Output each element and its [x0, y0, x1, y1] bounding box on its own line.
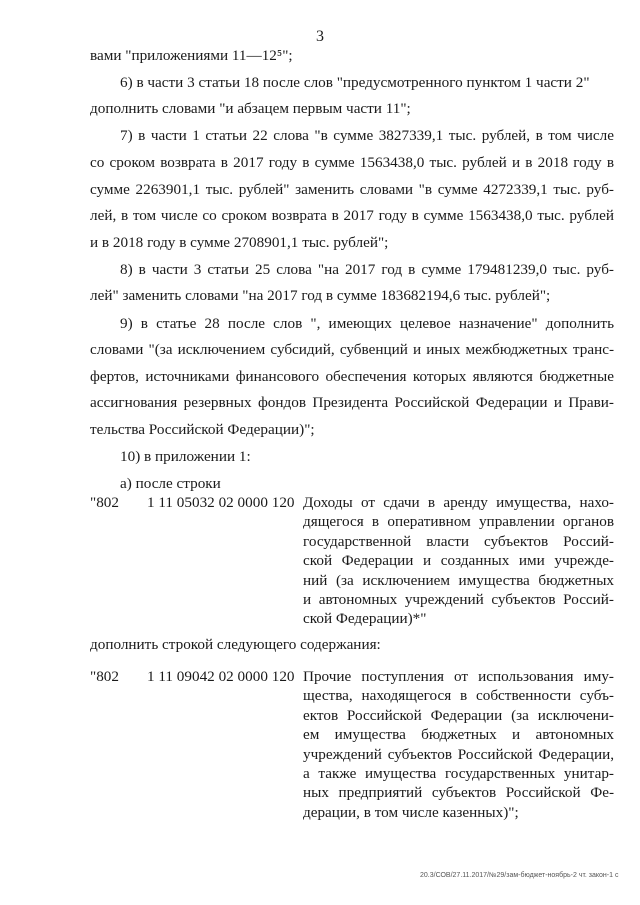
text-line: фертов, источниками финансового обеспечения которых являются бюджетные: [90, 368, 614, 385]
description-line: государственной власти субъектов Россий-: [303, 532, 614, 550]
income-description: [303, 667, 614, 822]
description-line: ний (за исключением имущества бюджетных: [303, 571, 614, 589]
description-line: ем имущества бюджетных и автономных: [303, 726, 614, 744]
admin-code: "802: [90, 668, 119, 685]
text-line: словами "(за исключением субсидий, субвенций и иных межбюджетных транс-: [90, 341, 614, 358]
description-line: ской Федерации)*": [303, 610, 427, 628]
description-line: и автономных учреждений субъектов Россий-: [303, 591, 614, 609]
document-footer: 20.3/СОВ/27.11.2017/№29/зам-бюджет-ноябрь-2 чт. закон-1 с: [420, 872, 619, 879]
text-line: 7) в части 1 статьи 22 слова "в сумме 3827339,1 тыс. рублей, в том числе: [120, 127, 614, 144]
text-line: сумме 2263901,1 тыс. рублей" заменить словами "в сумме 4272339,1 тыс. руб-: [90, 181, 614, 198]
text-line: 8) в части 3 статьи 25 слова "на 2017 год в сумме 179481239,0 тыс. руб-: [120, 261, 614, 278]
text-line: лей" заменить словами "на 2017 год в сумме 183682194,6 тыс. рублей";: [90, 287, 551, 304]
description-line: ектов Российской Федерации (за исключени-: [303, 706, 614, 724]
description-line: дерации, в том числе казенных)";: [303, 803, 519, 821]
text-line: тельства Российской Федерации)";: [90, 421, 315, 438]
page-number: 3: [316, 28, 324, 45]
admin-code: "802: [90, 494, 119, 511]
description-line: ской Федерации и созданных ими учрежде-: [303, 552, 614, 570]
text-line: вами "приложениями 11—12⁵";: [90, 47, 293, 64]
kbk-code: 1 11 09042 02 0000 120: [147, 668, 295, 685]
text-line: а) после строки: [120, 475, 221, 492]
description-line: ных предприятий субъектов Российской Фе-: [303, 784, 614, 802]
description-line: дящегося в оперативном управлении органов: [303, 513, 614, 531]
text-line: дополнить словами "и абзацем первым части 11";: [90, 100, 411, 117]
text-line: 6) в части 3 статьи 18 после слов "предусмотренного пунктом 1 части 2": [120, 74, 590, 91]
text-line: лей, в том числе со сроком возврата в 2017 году в сумме 1563438,0 тыс. рублей: [90, 207, 614, 224]
description-line: а также имущества государственных унитар-: [303, 765, 614, 783]
description-line: Доходы от сдачи в аренду имущества, нахо-: [303, 494, 614, 511]
text-line: 10) в приложении 1:: [120, 448, 251, 465]
kbk-code: 1 11 05032 02 0000 120: [147, 494, 295, 511]
text-line: со сроком возврата в 2017 году в сумме 1563438,0 тыс. рублей и в 2018 году в: [90, 154, 614, 171]
text-line: дополнить строкой следующего содержания:: [90, 636, 381, 653]
text-line: и в 2018 году в сумме 2708901,1 тыс. рублей";: [90, 234, 389, 251]
description-line: учреждений субъектов Российской Федерации,: [303, 745, 614, 763]
text-line: 9) в статье 28 после слов ", имеющих целевое назначение" дополнить: [120, 315, 614, 332]
description-line: щества, находящегося в собственности субъ-: [303, 687, 614, 705]
text-line: ассигнования резервных фондов Президента Российской Федерации и Прави-: [90, 394, 614, 411]
income-description: [303, 493, 614, 629]
description-line: Прочие поступления от использования иму-: [303, 668, 614, 685]
